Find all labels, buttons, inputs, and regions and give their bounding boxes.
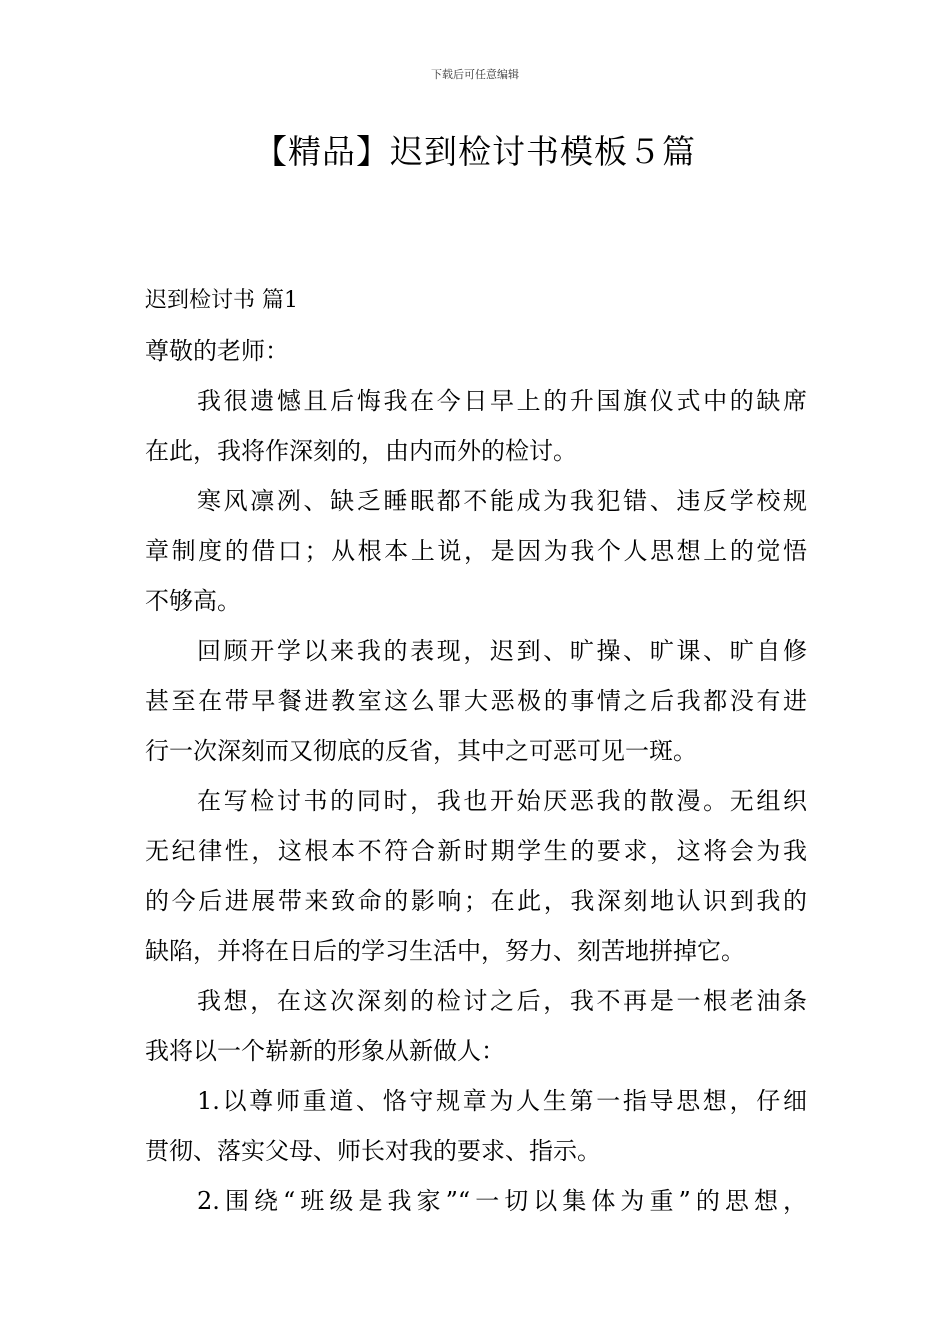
text-line: 寒风凛冽、缺乏睡眠都不能成为我犯错、违反学校规 [197,487,807,515]
header-note: 下载后可任意编辑 [431,68,519,81]
text-line: 在此，我将作深刻的，由内而外的检讨。 [145,437,577,465]
text-line: 我想，在这次深刻的检讨之后，我不再是一根老油条 [197,987,807,1015]
text-line: 行一次深刻而又彻底的反省，其中之可恶可见一斑。 [145,737,697,765]
document-body [145,276,807,1226]
text-line: 无纪律性，这根本不符合新时期学生的要求，这将会为我 [145,837,807,865]
text-line: 2.围绕“班级是我家”“一切以集体为重”的思想， [197,1187,807,1215]
document-title: 【精品】迟到检讨书模板５篇 [254,132,696,171]
section-heading: 迟到检讨书 篇1 [145,288,298,313]
text-line: 的今后进展带来致命的影响；在此，我深刻地认识到我的 [145,887,807,915]
text-line: 我将以一个崭新的形象从新做人： [145,1037,505,1065]
text-line: 回顾开学以来我的表现，迟到、旷操、旷课、旷自修 [197,637,807,665]
text-line: 章制度的借口；从根本上说，是因为我个人思想上的觉悟 [145,537,807,565]
text-line: 缺陷，并将在日后的学习生活中，努力、刻苦地拼掉它。 [145,937,745,965]
text-line: 在写检讨书的同时，我也开始厌恶我的散漫。无组织 [197,787,807,815]
text-line: 我很遗憾且后悔我在今日早上的升国旗仪式中的缺席 [197,387,807,415]
salutation: 尊敬的老师： [145,337,289,365]
text-line: 不够高。 [145,587,241,615]
text-line: 1.以尊师重道、恪守规章为人生第一指导思想，仔细 [197,1087,807,1115]
text-line: 贯彻、落实父母、师长对我的要求、指示。 [145,1137,601,1165]
paragraph-lines [145,376,807,1226]
text-line: 甚至在带早餐进教室这么罪大恶极的事情之后我都没有进 [145,687,807,715]
